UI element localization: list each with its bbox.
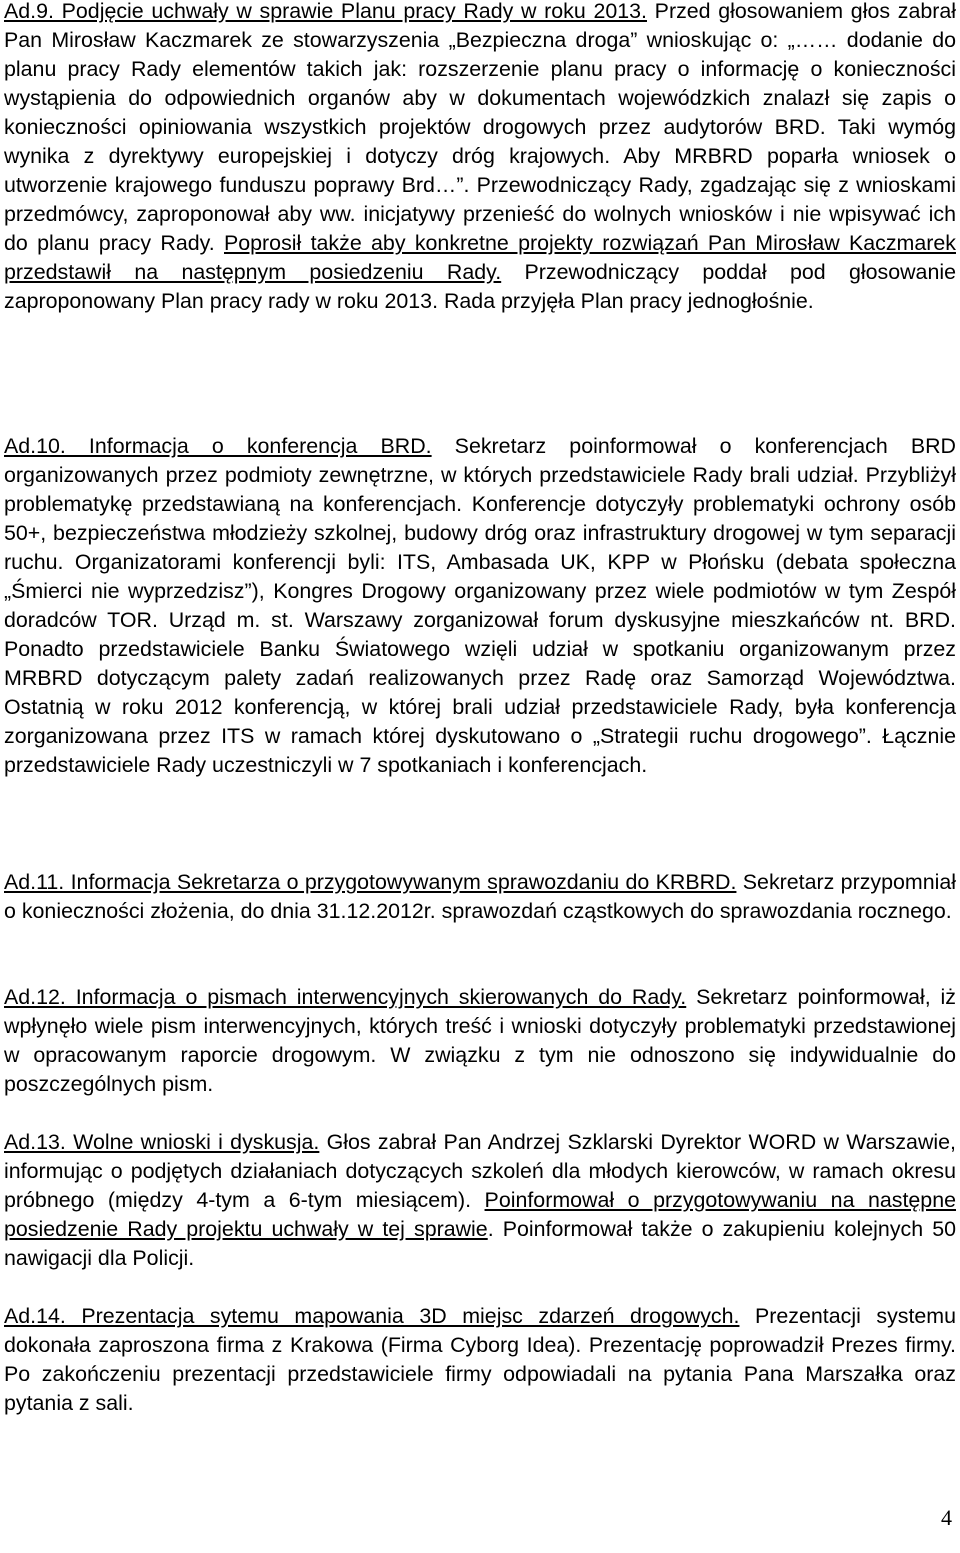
text-ad14: Prezentacji systemu dokonała zaproszona firma z Krakowa (Firma Cyborg Idea). Prezentację poprowadził Prezes firmy. Po zakończeniu prezentacji przedstawiciele firmy odpowiadali na pytania Pana Marszałka oraz pytania z sali. [4,1304,957,1415]
heading-ad12: Ad.12. Informacja o pismach interwencyjnych skierowanych do Rady. [4,985,687,1009]
paragraph-ad13 [4,1128,956,1273]
paragraph-ad10 [4,432,956,780]
text-ad13-part3: . Poinformował także o zakupieniu kolejnych 50 nawigacji dla Policji. [4,1217,956,1270]
text-ad10: Sekretarz poinformował o konferencjach BRD organizowanych przez podmioty zewnętrzne, w których przedstawiciele Rady brali udział. Przybliżył problematykę przedstawianą na konferencjach. Konferencje dotyczyły problematyki ochrony osób 50+, bezpieczeństwa młodzieży szkolnej, budowy dróg oraz infrastruktury drogowej w tym separacji ruchu. Organizatorami konferencji byli: ITS, Ambasada UK, KPP w Płońsku (debata społeczna „Śmierci nie wyprzedzisz”), Kongres Drogowy organizowany przez wiele podmiotów w tym Zespół doradców TOR. Urząd m. st. Warszawy zorganizował forum dyskusyjne mieszkańców nt. BRD. Ponadto przedstawiciele Banku Światowego wzięli udział w spotkaniu organizowanym przez MRBRD dotyczącym palety zadań realizowanych przez Radę oraz Samorząd Województwa. Ostatnią w roku 2012 konferencją, w której brali udział przedstawiciele Rady, była konferencja zorganizowana przez ITS w ramach której dyskutowano o „Strategii ruchu drogowego”. Łącznie przedstawiciele Rady uczestniczyli w 7 spotkaniach i konferencjach. [4,434,956,777]
paragraph-ad11 [4,868,956,926]
page-number: 4 [941,1505,952,1530]
heading-ad10: Ad.10. Informacja o konferencja BRD. [4,434,432,458]
paragraph-ad12 [4,983,956,1099]
paragraph-ad9 [4,0,956,316]
paragraph-ad14 [4,1302,956,1418]
text-ad13-underlined: Poinformował o przygotowywaniu na następne posiedzenie Rady projektu uchwały w tej sprawie [4,1188,956,1241]
text-ad13-part1: Głos zabrał Pan Andrzej Szklarski Dyrektor WORD w Warszawie, informując o podjętych działaniach dotyczących szkoleń dla młodych kierowców, w ramach okresu próbnego (między 4-tym a 6-tym miesiącem). [4,1130,956,1212]
text-ad11: Sekretarz przypomniał o konieczności złożenia, do dnia 31.12.2012r. sprawozdań cząstkowych do sprawozdania rocznego. [4,870,956,923]
text-ad9-underlined: Poprosił także aby konkretne projekty rozwiązań Pan Mirosław Kaczmarek przedstawił na następnym posiedzeniu Rady. [4,231,956,284]
heading-ad11: Ad.11. Informacja Sekretarza o przygotowywanym sprawozdaniu do KRBRD. [4,870,737,894]
text-ad9-part1: Przed głosowaniem głos zabrał Pan Mirosław Kaczmarek ze stowarzyszenia „Bezpieczna droga” wnioskując o: „…… dodanie do planu pracy Rady elementów takich jak: rozszerzenie planu pracy o informację o konieczności wystąpienia do odpowiednich organów aby w dokumentach wojewódzkich znalazł się zapis o konieczności opiniowania wszystkich projektów drogowych przez audytorów BRD. Taki wymóg wynika z dyrektywy europejskiej i dotyczy dróg krajowych. Aby MRBRD poparła wniosek o utworzenie krajowego funduszu poprawy Brd…”. Przewodniczący Rady, zgadzając się z wnioskami przedmówcy, zaproponował aby ww. inicjatywy przenieść do wolnych wniosków i nie wpisywać ich do planu pracy Rady. [4,0,957,255]
text-ad9-part3: Przewodniczący poddał pod głosowanie zaproponowany Plan pracy rady w roku 2013. Rada przyjęła Plan pracy jednogłośnie. [4,260,956,313]
text-ad12: Sekretarz poinformował, iż wpłynęło wiele pism interwencyjnych, których treść i wnioski dotyczyły problematyki przedstawionej w opracowanym raporcie drogowym. W związku z tym nie odnoszono się indywidualnie do poszczególnych pism. [4,985,957,1096]
heading-ad9: Ad.9. Podjęcie uchwały w sprawie Planu pracy Rady w roku 2013. [4,0,647,23]
heading-ad13: Ad.13. Wolne wnioski i dyskusja. [4,1130,320,1154]
heading-ad14: Ad.14. Prezentacja sytemu mapowania 3D miejsc zdarzeń drogowych. [4,1304,740,1328]
